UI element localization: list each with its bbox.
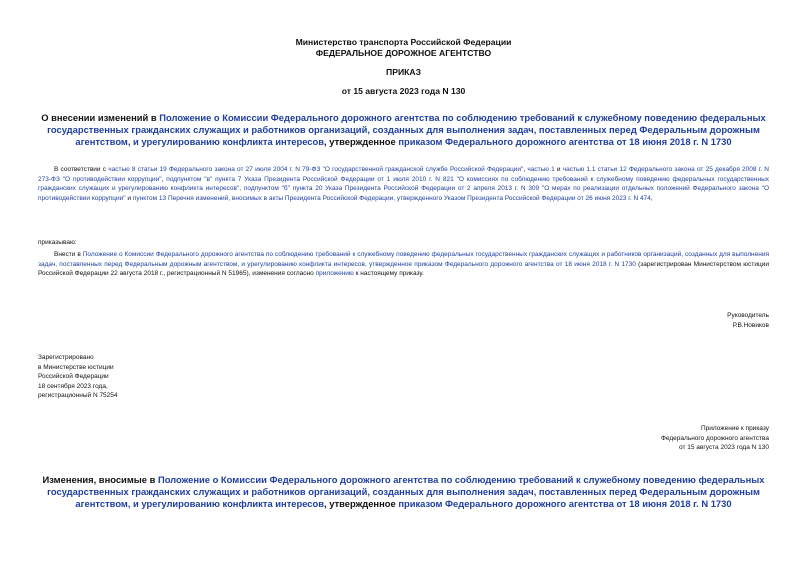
ministry-name: Министерство транспорта Российской Федерации (295, 37, 512, 47)
decree-821-link[interactable]: подпунктом "в" пункта 7 Указа Президента Российской Федерации от 1 июля 2010 г. N 821 "О комиссиях по соблюдению требований к служебному поведению федеральных государственных гражданских служащих и урегулированию конфликта интересов" (38, 175, 769, 193)
registration-block (38, 353, 118, 401)
registration-line: в Министерстве юстиции (38, 363, 114, 371)
title2-mid: , утвержденное (324, 498, 399, 510)
order-text: к настоящему приказу. (353, 270, 424, 278)
signatory-role: Руководитель (727, 312, 769, 319)
preamble-text: , (650, 194, 653, 202)
appendix-title (38, 474, 769, 511)
registration-line: Зарегистрировано (38, 354, 94, 361)
order-1730-link[interactable]: приказом Федерального дорожного агентства от 18 июня 2018 г. N 1730 (398, 136, 732, 148)
order-text: Внести в (54, 251, 83, 258)
order-text: (зарегистрирован Министерством юстиции Российской Федерации 22 августа 2018 г., регистрационный N 51965), изменения согласно (38, 260, 769, 278)
preamble-text: и (554, 166, 563, 173)
law-273fz-part1-link[interactable]: частью 1 (527, 166, 555, 173)
appendix-line: от 15 августа 2023 года N 130 (678, 444, 769, 452)
registration-line: 18 сентября 2023 года, (38, 382, 108, 390)
preamble-text: и (125, 194, 133, 202)
appendix-link[interactable]: приложению (315, 270, 354, 278)
signature-block (727, 311, 769, 330)
preamble-text: , (161, 175, 167, 183)
registration-line: регистрационный N 75254 (38, 392, 118, 400)
law-79fz-link[interactable]: частью 8 статьи 19 Федерального закона от 27 июля 2004 г. N 79-ФЗ "О государственной гражданской службе Российской Федерации" (108, 166, 524, 173)
preamble-text: , (239, 185, 244, 193)
law-273fz-part11-link[interactable]: частью 1.1 статьи 12 Федерального закона от 25 декабря 2008 г. N 273-ФЗ "О противодействии коррупции" (38, 166, 769, 183)
appendix-line: Федерального дорожного агентства (660, 434, 769, 442)
title2-prefix: Изменения, вносимые в (42, 474, 158, 485)
appendix-line: Приложение к приказу (700, 425, 769, 432)
title-prefix: О внесении изменений в (41, 112, 160, 123)
preamble-paragraph (38, 165, 769, 203)
regulation-link-2[interactable]: Положение о Комиссии Федерального дорожного агентства по соблюдению требований к служебному поведению федеральных государственных гражданских служащих и работников организаций, созданных для выполнения задач, поставленных перед Федеральным дорожным агентством, и урегулированию конфликта интересов (47, 474, 765, 510)
document-header (0, 37, 807, 59)
preamble-text: В соответствии с (54, 166, 109, 173)
title-mid: , утвержденное (324, 136, 399, 148)
registration-line: Российской Федерации (38, 373, 109, 381)
orders-label: приказываю: (38, 239, 77, 246)
signatory-name: Р.В.Новиков (732, 321, 769, 329)
document-type: ПРИКАЗ (386, 67, 421, 77)
preamble-text: , (523, 166, 528, 173)
amended-regulation-link[interactable]: Положение о Комиссии Федерального дорожного агентства по соблюдению требований к служебному поведению федеральных государственных гражданских служащих и работников организаций, созданных для выполнения задач, поставленных перед Федеральным дорожным агентством, и урегулированию конфликта интересов, утвержденное приказом Федерального дорожного агентства от 18 июня 2018 г. N 1730 (38, 251, 769, 268)
document-date-number: от 15 августа 2023 года N 130 (341, 86, 466, 96)
agency-name: ФЕДЕРАЛЬНОЕ ДОРОЖНОЕ АГЕНТСТВО (315, 48, 492, 58)
document-title (38, 112, 769, 149)
decree-474-link[interactable]: пунктом 13 Перечня изменений, вносимых в акты Президента Российской Федерации, утвержденного Указом Президента Российской Федерации от 26 июня 2023 г. N 474 (132, 194, 651, 202)
decree-309-link[interactable]: подпунктом "б" пункта 20 Указа Президента Российской Федерации от 2 апреля 2013 г. N 309 "О мерах по реализации отдельных положений Федерального закона "О противодействии коррупции" (38, 185, 769, 202)
order-paragraph (38, 250, 769, 279)
appendix-header (661, 424, 769, 453)
order-1730-link-2[interactable]: приказом Федерального дорожного агентства от 18 июня 2018 г. N 1730 (398, 498, 732, 510)
regulation-link[interactable]: Положение о Комиссии Федерального дорожного агентства по соблюдению требований к служебному поведению федеральных государственных гражданских служащих и работников организаций, созданных для выполнения задач, поставленных перед Федеральным дорожным агентством, и урегулированию конфликта интересов (47, 112, 766, 148)
